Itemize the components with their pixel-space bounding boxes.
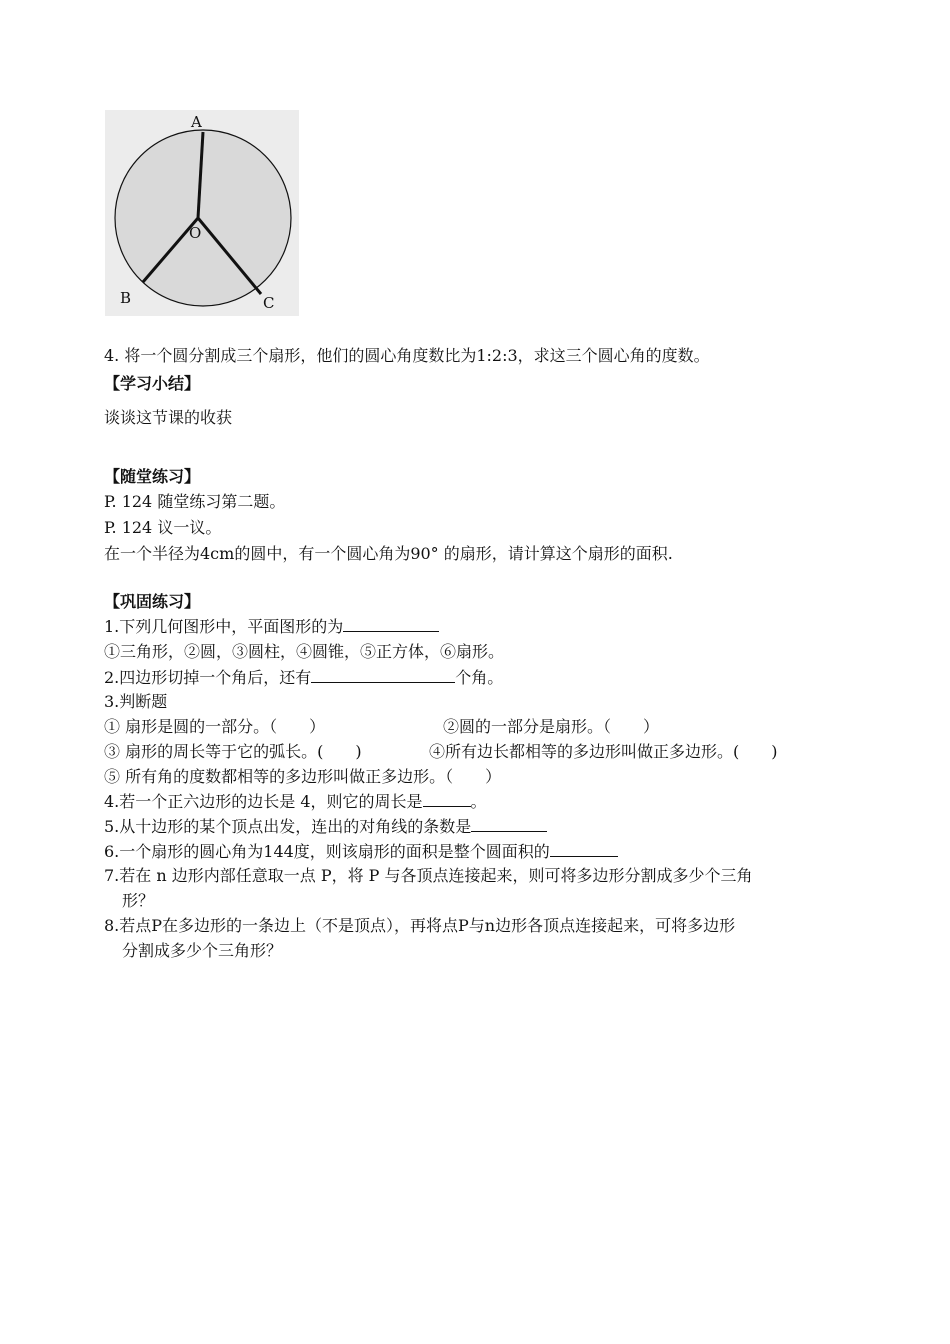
judge-1: ① 扇形是圆的一部分。（ ） [104,717,326,736]
exercise-7-line-1: 7.若在 n 边形内部任意取一点 P，将 P 与各顶点连接起来，则可将多边形分割成多少个三角 [104,866,753,885]
consolidate-heading: 【巩固练习】 [104,592,201,611]
answer-blank [343,617,439,632]
label-a: A [191,113,202,131]
practice-heading: 【随堂练习】 [104,467,201,486]
exercise-2-tail: 个角。 [455,668,504,687]
judge-3: ③ 扇形的周长等于它的弧长。( ) [104,742,362,761]
judge-4: ④所有边长都相等的多边形叫做正多边形。( ) [429,742,778,761]
exercise-7-line-2: 形？ [122,891,155,910]
exercise-1-options: ①三角形，②圆，③圆柱，④圆锥，⑤正方体，⑥扇形。 [104,642,505,661]
exercise-4-text: 4.若一个正六边形的边长是 4，则它的周长是 [104,792,423,811]
answer-blank [311,668,455,683]
summary-heading: 【学习小结】 [104,374,201,393]
exercise-1-text: 1.下列几何图形中，平面图形的为 [104,617,344,636]
exercise-4-tail: 。 [470,792,487,811]
judge-5: ⑤ 所有角的度数都相等的多边形叫做正多边形。（ ） [104,767,502,786]
judge-2: ②圆的一部分是扇形。（ ） [443,717,660,736]
exercise-8-line-2: 分割成多少个三角形？ [122,941,283,960]
exercise-5 [104,817,547,837]
exercise-2-text: 2.四边形切掉一个角后，还有 [104,668,312,687]
exercise-2 [104,668,503,688]
practice-line-3: 在一个半径为4cm的圆中，有一个圆心角为90° 的扇形，请计算这个扇形的面积. [104,544,673,563]
label-o: O [189,224,202,242]
label-b: B [120,289,132,307]
exercise-3: 3.判断题 [104,692,168,711]
exercise-8-line-1: 8.若点P在多边形的一条边上（不是顶点），再将点P与n边形各顶点连接起来，可将多边形 [104,916,736,935]
exercise-6 [104,842,618,862]
question-4: 4. 将一个圆分割成三个扇形，他们的圆心角度数比为1:2:3，求这三个圆心角的度数。 [104,346,710,365]
summary-body: 谈谈这节课的收获 [104,408,233,427]
label-c: C [263,294,275,312]
exercise-1 [104,617,439,637]
practice-line-1: P. 124 随堂练习第二题。 [104,492,286,511]
answer-blank [423,792,471,807]
answer-blank [550,842,618,857]
exercise-4 [104,792,487,812]
answer-blank [471,817,547,832]
exercise-6-text: 6.一个扇形的圆心角为144度，则该扇形的面积是整个圆面积的 [104,842,550,861]
exercise-5-text: 5.从十边形的某个顶点出发，连出的对角线的条数是 [104,817,472,836]
circle-sector-figure [105,110,299,316]
practice-line-2: P. 124 议一议。 [104,518,222,537]
